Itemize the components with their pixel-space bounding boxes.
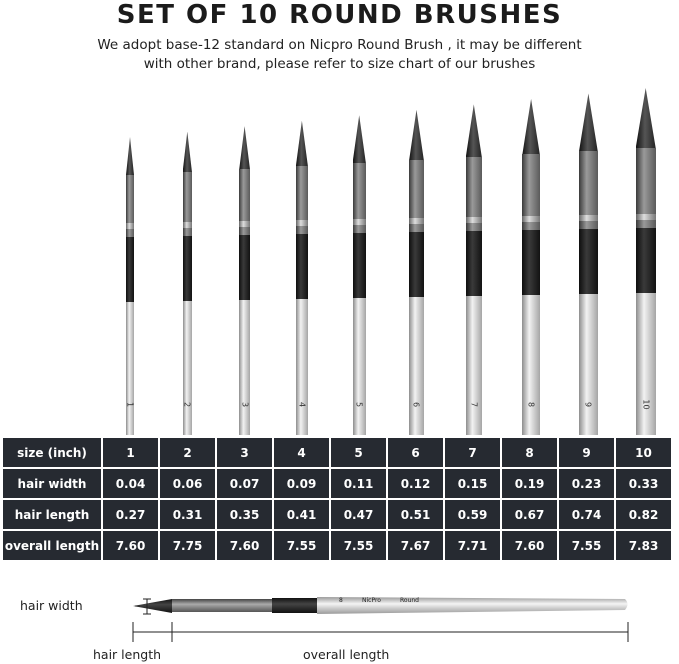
table-cell: 7.75 xyxy=(160,531,215,560)
table-cell: 7.60 xyxy=(103,531,158,560)
brush-handle xyxy=(126,302,134,435)
brush-grip xyxy=(353,233,366,298)
brush-ferrule-crimp xyxy=(353,219,366,225)
brush-ferrule-crimp xyxy=(126,223,134,229)
table-cell: 5 xyxy=(331,438,386,467)
brush-ferrule-crimp xyxy=(296,220,308,226)
measurement-diagram xyxy=(0,580,679,664)
brush-hair xyxy=(636,88,656,148)
brush-size-number: 8 xyxy=(526,401,536,408)
brush-handle xyxy=(522,295,539,435)
table-row xyxy=(3,438,671,467)
brush-handle xyxy=(353,298,366,435)
brush-handle xyxy=(296,299,308,435)
brush-grip xyxy=(466,231,482,296)
brush-lineup xyxy=(0,80,679,440)
brush-size-number: 5 xyxy=(354,401,364,408)
brush-size-3 xyxy=(239,126,250,435)
brush-hair xyxy=(579,93,598,151)
page-title: SET OF 10 ROUND BRUSHES xyxy=(116,0,563,30)
brush-ferrule-crimp xyxy=(183,222,192,228)
table-cell: 7.67 xyxy=(388,531,443,560)
brush-size-number: 6 xyxy=(411,401,421,408)
table-cell: 7.83 xyxy=(616,531,671,560)
diagram-grip xyxy=(272,598,317,613)
table-cell: 0.47 xyxy=(331,500,386,529)
subtitle xyxy=(0,36,679,74)
brush-ferrule-crimp xyxy=(636,214,656,220)
brush-hair xyxy=(126,137,134,175)
table-cell: 0.09 xyxy=(274,469,329,498)
row-header: hair width xyxy=(3,469,101,498)
table-cell: 0.23 xyxy=(559,469,614,498)
brush-hair xyxy=(296,121,308,166)
brush-size-number: 9 xyxy=(583,401,593,408)
brush-grip xyxy=(579,229,598,294)
subtitle-line-1: We adopt base-12 standard on Nicpro Round Brush , it may be different xyxy=(97,37,582,53)
brush-handle xyxy=(579,294,598,435)
table-row xyxy=(3,469,671,498)
brush-ferrule-crimp xyxy=(239,221,250,227)
brush-hair xyxy=(522,99,539,154)
table-cell: 0.74 xyxy=(559,500,614,529)
table-cell: 7.60 xyxy=(217,531,272,560)
brush-grip xyxy=(409,232,424,297)
hair-width-label: hair width xyxy=(20,598,83,613)
diagram-ferrule xyxy=(172,599,272,612)
brush-size-1 xyxy=(126,137,134,435)
table-cell: 1 xyxy=(103,438,158,467)
table-cell: 0.07 xyxy=(217,469,272,498)
diagram-brand: NicPro xyxy=(362,597,381,604)
table-row xyxy=(3,531,671,560)
brush-hair xyxy=(183,132,192,172)
table-cell: 0.04 xyxy=(103,469,158,498)
brush-size-number: 7 xyxy=(469,401,479,408)
brush-size-6 xyxy=(409,110,424,435)
table-cell: 0.82 xyxy=(616,500,671,529)
row-header: size (inch) xyxy=(3,438,101,467)
table-cell: 7 xyxy=(445,438,500,467)
table-cell: 7.55 xyxy=(331,531,386,560)
brush-size-number: 3 xyxy=(240,401,250,408)
table-cell: 8 xyxy=(502,438,557,467)
brush-size-number: 2 xyxy=(182,401,192,408)
size-chart-table xyxy=(1,436,673,562)
overall-length-label: overall length xyxy=(303,647,390,662)
brush-handle xyxy=(183,301,192,435)
row-header: hair length xyxy=(3,500,101,529)
brush-size-number: 4 xyxy=(297,401,307,408)
brush-handle xyxy=(239,300,250,435)
brush-grip xyxy=(522,230,539,295)
brush-size-number: 10 xyxy=(641,399,651,410)
brush-handle xyxy=(636,293,656,435)
table-row xyxy=(3,500,671,529)
table-cell: 10 xyxy=(616,438,671,467)
brush-handle xyxy=(409,297,424,435)
brush-grip xyxy=(183,236,192,301)
brush-ferrule-crimp xyxy=(409,218,424,224)
brush-hair xyxy=(466,104,482,157)
table-cell: 0.11 xyxy=(331,469,386,498)
table-cell: 0.12 xyxy=(388,469,443,498)
row-header: overall length xyxy=(3,531,101,560)
brush-grip xyxy=(239,235,250,300)
table-cell: 0.31 xyxy=(160,500,215,529)
brush-size-8 xyxy=(522,99,539,435)
brush-size-7 xyxy=(466,104,482,435)
table-cell: 4 xyxy=(274,438,329,467)
table-cell: 0.41 xyxy=(274,500,329,529)
brush-grip xyxy=(636,228,656,293)
table-cell: 0.59 xyxy=(445,500,500,529)
table-cell: 0.35 xyxy=(217,500,272,529)
table-cell: 0.33 xyxy=(616,469,671,498)
brush-grip xyxy=(126,237,134,302)
table-cell: 7.55 xyxy=(559,531,614,560)
table-cell: 7.55 xyxy=(274,531,329,560)
brush-size-5 xyxy=(353,115,366,435)
table-cell: 9 xyxy=(559,438,614,467)
brush-hair xyxy=(239,126,250,169)
subtitle-line-2: with other brand, please refer to size chart of our brushes xyxy=(143,56,536,72)
brush-handle xyxy=(466,296,482,435)
brush-size-4 xyxy=(296,121,308,435)
brush-hair xyxy=(353,115,366,163)
brush-ferrule-crimp xyxy=(522,216,539,222)
brush-ferrule-crimp xyxy=(579,215,598,221)
table-cell: 3 xyxy=(217,438,272,467)
brush-size-9 xyxy=(579,93,598,435)
table-cell: 0.67 xyxy=(502,500,557,529)
table-cell: 0.51 xyxy=(388,500,443,529)
table-cell: 0.06 xyxy=(160,469,215,498)
brush-grip xyxy=(296,234,308,299)
brush-ferrule-crimp xyxy=(466,217,482,223)
brush-size-number: 1 xyxy=(125,401,135,408)
table-cell: 0.19 xyxy=(502,469,557,498)
table-cell: 0.15 xyxy=(445,469,500,498)
table-cell: 7.60 xyxy=(502,531,557,560)
brush-size-10 xyxy=(636,88,656,435)
table-cell: 2 xyxy=(160,438,215,467)
brush-size-2 xyxy=(183,132,192,435)
hair-length-label: hair length xyxy=(93,647,162,662)
table-cell: 0.27 xyxy=(103,500,158,529)
table-cell: 6 xyxy=(388,438,443,467)
diagram-type: Round xyxy=(400,597,419,604)
diagram-brush-size: 8 xyxy=(339,597,343,604)
table-cell: 7.71 xyxy=(445,531,500,560)
brush-hair xyxy=(409,110,424,160)
